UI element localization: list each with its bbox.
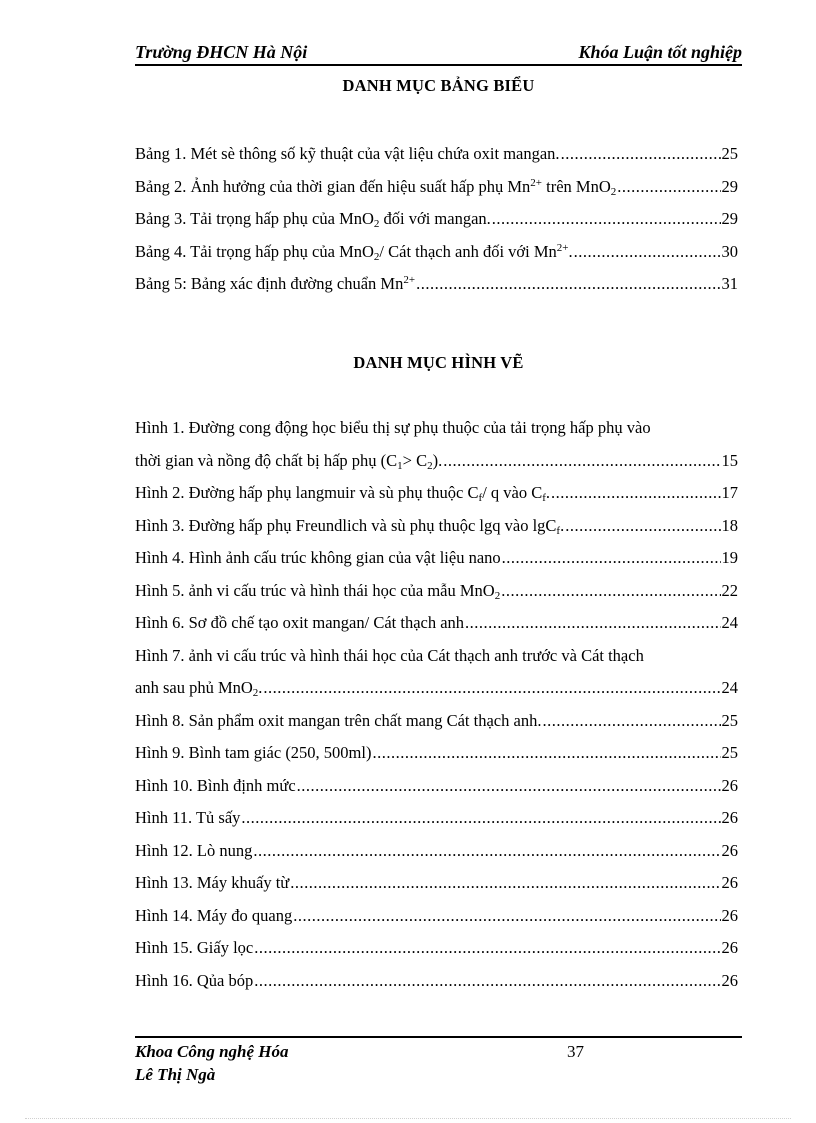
figures-list — [135, 412, 738, 997]
figure-entry-7[interactable] — [135, 640, 738, 705]
figure-entry-2[interactable] — [135, 477, 738, 510]
tables-list — [135, 138, 738, 301]
entry-page: 19 — [721, 548, 738, 567]
entry-page: 26 — [721, 873, 738, 892]
entry-page: 26 — [721, 970, 738, 990]
figures-section-title: DANH MỤC HÌNH VẼ — [353, 353, 524, 372]
table-entry-3[interactable] — [135, 203, 738, 236]
leader-dots — [502, 542, 721, 575]
figure-entry-14[interactable] — [135, 900, 738, 933]
figure-entry-4[interactable] — [135, 542, 738, 575]
figure-entry-13[interactable] — [135, 867, 738, 900]
figure-entry-11[interactable] — [135, 802, 738, 835]
leader-dots — [253, 835, 720, 868]
entry-page: 25 — [721, 710, 738, 730]
entry-page: 18 — [721, 515, 738, 535]
entry-label-text: Bảng 5: Bảng xác định đường chuẩn Mn — [135, 274, 404, 293]
entry-label-text: thời gian và nồng độ chất bị hấp phụ (C — [135, 450, 398, 470]
entry-label-text: anh sau phủ MnO — [135, 678, 253, 697]
entry-label — [135, 268, 415, 301]
entry-label-text: / q vào C — [482, 483, 543, 502]
entry-page: 24 — [721, 613, 738, 632]
entry-label-line1: Hình 7. ảnh vi cấu trúc và hình thái học của Cát thạch anh trước và Cát thạch — [135, 645, 644, 665]
entry-page: 29 — [721, 209, 738, 228]
footer-department: Khoa Công nghệ Hóa — [135, 1042, 289, 1061]
entry-superscript: 2+ — [530, 176, 543, 189]
table-entry-4[interactable] — [135, 236, 738, 269]
leader-dots — [551, 477, 720, 510]
entry-page: 26 — [721, 775, 738, 795]
footer-author: Lê Thị Ngà — [135, 1065, 216, 1084]
header-thesis-type: Khóa Luận tốt nghiệp — [578, 42, 742, 62]
leader-dots — [565, 510, 720, 543]
entry-subscript: 2 — [427, 459, 433, 472]
entry-label: Hình 8. Sản phẩm oxit mangan trên chất mang Cát thạch anh. — [135, 710, 542, 730]
leader-dots — [372, 737, 720, 770]
entry-label-text: . — [545, 483, 551, 502]
entry-label: Hình 4. Hình ảnh cấu trúc không gian của vật liệu nano — [135, 548, 501, 567]
entry-label-text: . — [258, 678, 263, 697]
entry-page: 30 — [721, 241, 738, 261]
page-footer — [135, 1040, 742, 1086]
entry-subscript: f — [478, 492, 483, 504]
figure-entry-12[interactable] — [135, 835, 738, 868]
entry-label: Hình 14. Máy đo quang — [135, 905, 293, 925]
entry-label: Hình 10. Bình định mức — [135, 775, 296, 795]
entry-page: 26 — [721, 905, 738, 925]
leader-dots — [501, 575, 720, 608]
entry-page: 25 — [721, 144, 738, 163]
footer-divider — [135, 1036, 742, 1038]
leader-dots — [241, 802, 720, 835]
entry-label: Bảng 1. Mét sè thông số kỹ thuật của vật liệu chứa oxit mangan. — [135, 144, 560, 163]
entry-subscript: 2 — [252, 687, 259, 699]
entry-label: Hình 11. Tủ sấy — [135, 808, 241, 827]
leader-dots — [254, 965, 720, 998]
figure-entry-9[interactable] — [135, 737, 738, 770]
entry-label: Hình 15. Giấy lọc — [135, 938, 254, 957]
entry-label-text: / Cát thạch anh đối với Mn — [379, 241, 557, 261]
entry-page: 31 — [721, 274, 738, 293]
leader-dots — [542, 705, 720, 738]
leader-dots — [617, 171, 720, 204]
figure-entry-16[interactable] — [135, 965, 738, 998]
entry-label-line1: Hình 1. Đường cong động học biểu thị sự phụ thuộc của tải trọng hấp phụ vào — [135, 418, 651, 437]
tables-section-title: DANH MỤC BẢNG BIỂU — [342, 76, 535, 95]
entry-label — [135, 236, 573, 269]
entry-label — [135, 171, 616, 204]
entry-label: Hình 9. Bình tam giác (250, 500ml) — [135, 743, 372, 762]
table-entry-5[interactable] — [135, 268, 738, 301]
entry-page: 26 — [721, 808, 738, 827]
entry-label — [135, 203, 491, 236]
entry-page: 17 — [721, 483, 738, 502]
entry-label-text: Hình 5. ảnh vi cấu trúc và hình thái học của mẫu MnO — [135, 580, 495, 600]
entry-subscript: 1 — [397, 459, 403, 472]
leader-dots — [263, 672, 720, 705]
entry-label — [135, 510, 564, 543]
leader-dots — [290, 867, 720, 900]
entry-label-text: Bảng 3. Tải trọng hấp phụ của MnO — [135, 209, 374, 228]
entry-label — [135, 477, 550, 510]
leader-dots — [443, 445, 720, 478]
entry-label-text: Hình 2. Đường hấp phụ langmuir và sù phụ thuộc C — [135, 483, 479, 502]
entry-label-text: Bảng 2. Ảnh hưởng của thời gian đến hiệu suất hấp phụ Mn — [135, 176, 531, 196]
entry-label-text: trên MnO — [542, 176, 611, 196]
entry-page: 26 — [721, 938, 738, 957]
table-entry-1[interactable] — [135, 138, 738, 171]
entry-subscript: 2 — [373, 218, 380, 230]
entry-subscript: 2 — [494, 589, 501, 602]
entry-label — [135, 575, 500, 608]
entry-label-text: . — [568, 241, 573, 261]
entry-page: 26 — [721, 840, 738, 860]
leader-dots — [574, 236, 721, 269]
entry-label-text: Hình 3. Đường hấp phụ Freundlich và sù phụ thuộc lgq vào lgC — [135, 515, 557, 535]
entry-label: Hình 13. Máy khuấy từ — [135, 873, 290, 892]
entry-label: Hình 6. Sơ đồ chế tạo oxit mangan/ Cát thạch anh — [135, 613, 465, 632]
entry-subscript: f — [556, 524, 561, 537]
entry-superscript: 2+ — [403, 274, 416, 286]
entry-subscript: f — [542, 492, 546, 504]
page-header — [135, 40, 742, 66]
table-entry-2[interactable] — [135, 171, 738, 204]
entry-page: 25 — [721, 743, 738, 762]
leader-dots — [465, 607, 720, 640]
leader-dots — [293, 900, 720, 933]
entry-label — [135, 672, 262, 705]
entry-page: 15 — [721, 450, 738, 470]
figure-entry-8[interactable] — [135, 705, 738, 738]
leader-dots — [254, 932, 720, 965]
entry-label-text: ). — [432, 450, 443, 470]
entry-page: 29 — [721, 176, 738, 196]
leader-dots — [416, 268, 720, 301]
figure-entry-1[interactable] — [135, 412, 738, 477]
leader-dots — [561, 138, 721, 171]
entry-label: Hình 16. Qủa bóp — [135, 970, 254, 990]
leader-dots — [492, 203, 721, 236]
figure-entry-5[interactable] — [135, 575, 738, 608]
figure-entry-3[interactable] — [135, 510, 738, 543]
entry-page: 24 — [721, 678, 738, 697]
entry-label: Hình 12. Lò nung — [135, 840, 253, 860]
entry-label-text: . — [560, 515, 565, 535]
leader-dots — [297, 770, 721, 803]
entry-subscript: 2 — [373, 250, 380, 263]
page-bottom-border — [25, 1118, 791, 1119]
entry-label-text: > C — [402, 450, 428, 470]
figure-entry-6[interactable] — [135, 607, 738, 640]
figure-entry-10[interactable] — [135, 770, 738, 803]
entry-label-text: đối với mangan. — [379, 209, 491, 228]
entry-superscript: 2+ — [556, 241, 569, 254]
header-school: Trường ĐHCN Hà Nội — [135, 42, 308, 62]
entry-label-text: Bảng 4. Tải trọng hấp phụ của MnO — [135, 241, 374, 261]
page-number: 37 — [567, 1042, 584, 1061]
entry-label — [135, 445, 442, 478]
entry-subscript: 2 — [610, 185, 617, 198]
figure-entry-15[interactable] — [135, 932, 738, 965]
entry-page: 22 — [721, 580, 738, 600]
